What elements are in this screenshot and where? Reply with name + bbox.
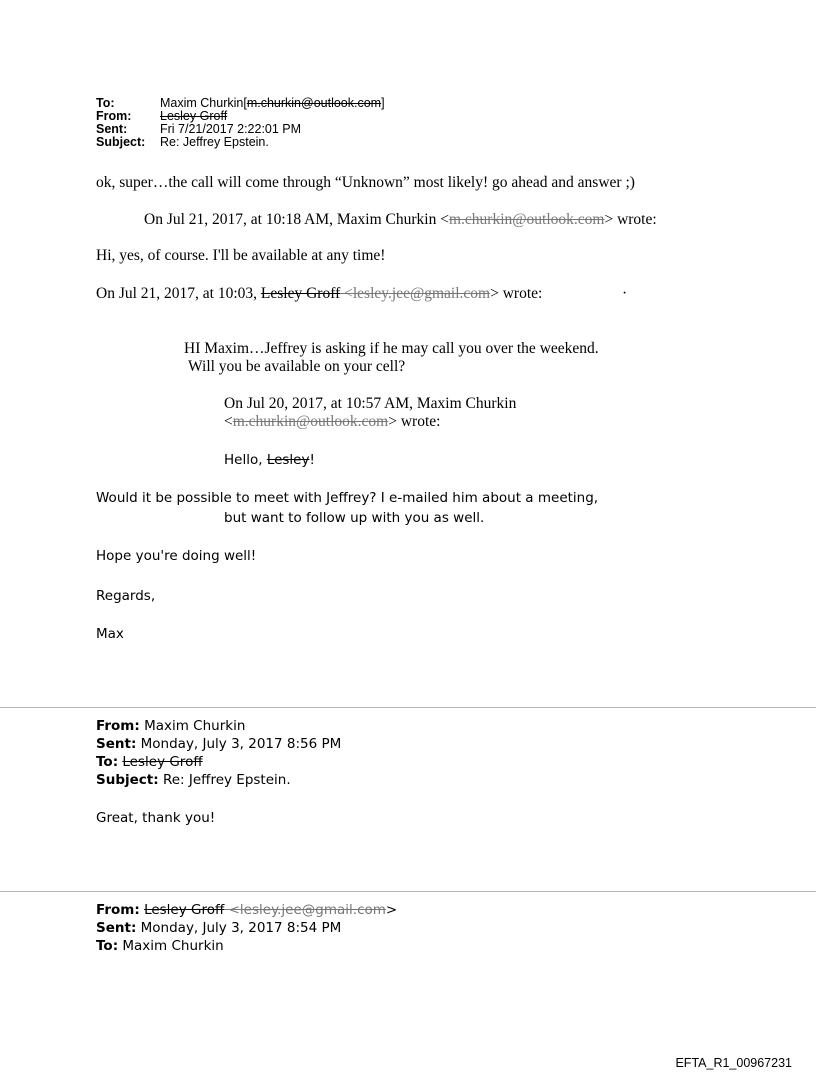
msg2-to: To: Lesley Groff — [96, 754, 203, 770]
sent-label: Sent: — [96, 122, 128, 136]
regards-line: Regards, — [96, 588, 156, 604]
stray-dot: · — [622, 285, 628, 302]
hi-line-2: Will you be available on your cell? — [188, 358, 406, 375]
divider — [0, 707, 816, 708]
msg3-from: From: Lesley Groff <lesley.jee@gmail.com> — [96, 902, 398, 918]
reply-line: ok, super…the call will come through “Unknown” most likely! go ahead and answer ;) — [96, 174, 635, 191]
meet-line-2: but want to follow up with you as well. — [224, 510, 485, 526]
from-value: Lesley Groff — [160, 109, 228, 123]
hope-line: Hope you're doing well! — [96, 548, 257, 564]
to-label: To: — [96, 96, 115, 110]
divider — [0, 891, 816, 892]
header-from-row — [96, 109, 227, 123]
quote2-name: Lesley Groff — [260, 285, 341, 302]
quote-header-2: On Jul 21, 2017, at 10:03, Lesley Groff <lesley.jee@gmail.com> wrote: — [96, 285, 543, 302]
quote-header-1: On Jul 21, 2017, at 10:18 AM, Maxim Churkin <m.churkin@outlook.com> wrote: — [144, 211, 657, 228]
signature: Max — [96, 626, 124, 642]
msg3-to: To: Maxim Churkin — [96, 938, 224, 954]
msg2-body: Great, thank you! — [96, 810, 216, 826]
to-email: m.churkin@outlook.com — [246, 96, 382, 110]
subject-value: Re: Jeffrey Epstein. — [160, 135, 269, 149]
quote-header-3b: <m.churkin@outlook.com> wrote: — [224, 413, 441, 430]
msg2-subject: Subject: Re: Jeffrey Epstein. — [96, 772, 291, 788]
msg3-email: lesley.jee@gmail.com — [239, 902, 386, 918]
header-sent-row — [96, 122, 301, 136]
quote3-email: m.churkin@outlook.com — [232, 413, 389, 430]
to-name: Maxim Churkin[ — [160, 96, 247, 110]
reply-line-2: Hi, yes, of course. I'll be available at any time! — [96, 247, 386, 264]
msg2-from: From: Maxim Churkin — [96, 718, 246, 734]
quote-header-3: On Jul 20, 2017, at 10:57 AM, Maxim Churkin — [224, 395, 517, 412]
subject-label: Subject: — [96, 135, 146, 149]
header-subject-row — [96, 135, 269, 149]
document-id: EFTA_R1_00967231 — [675, 1056, 792, 1070]
from-label: From: — [96, 109, 132, 123]
quote1-email: m.churkin@outlook.com — [448, 211, 605, 228]
meet-line-1: Would it be possible to meet with Jeffrey? I e-mailed him about a meeting, — [96, 490, 599, 506]
hi-line-1: HI Maxim…Jeffrey is asking if he may call you over the weekend. — [184, 340, 599, 357]
quote2-email: lesley.jee@gmail.com — [352, 285, 491, 302]
hello-line: Hello, Lesley! — [224, 452, 315, 468]
header-to-row: To: Maxim Churkin[m.churkin@outlook.com] — [96, 96, 385, 110]
sent-value: Fri 7/21/2017 2:22:01 PM — [160, 122, 302, 136]
msg3-sent: Sent: Monday, July 3, 2017 8:54 PM — [96, 920, 342, 936]
msg2-sent: Sent: Monday, July 3, 2017 8:56 PM — [96, 736, 342, 752]
hello-name: Lesley — [266, 452, 310, 468]
